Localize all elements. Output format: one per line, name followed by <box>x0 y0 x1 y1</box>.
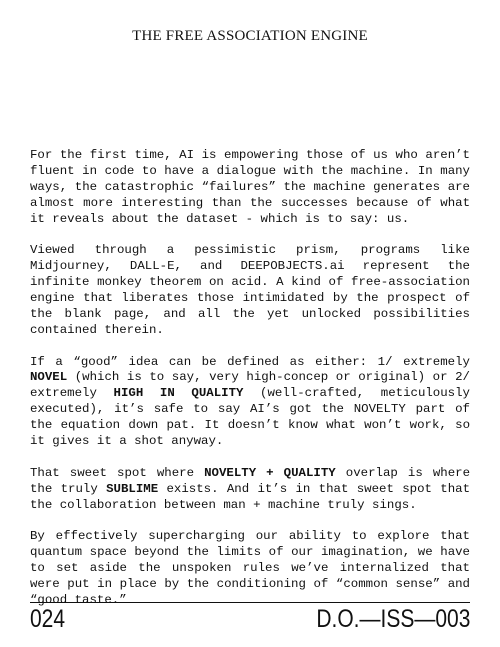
paragraph-4-text-3: exists. And it’s in that sweet spot that the collaboration between man + machine truly sings. <box>30 481 471 512</box>
paragraph-2: Viewed through a pessimistic prism, programs like Midjourney, DALL-E, and DEEPOBJECTS.ai represent the infinite monkey theorem on acid. A kind of free-association engine that liberates those intimidated by the prospect of the blank page, and all the yet unlocked possibilities contained therein. <box>30 243 470 337</box>
paragraph-3-text-3: (well-crafted, meticulously executed), it’s safe to say AI’s got the NOVELTY part of the equation down pat. It doesn’t know what won’t work, so it gives it a shot anyway. <box>30 386 470 449</box>
emphasis-novelty-quality: NOVELTY + QUALITY <box>204 465 336 480</box>
paragraph-4 <box>30 466 470 514</box>
paragraph-3 <box>30 355 470 450</box>
page-title: THE FREE ASSOCIATION ENGINE <box>132 28 368 44</box>
paragraph-5: By effectively supercharging our ability to explore that quantum space beyond the limits of our imagination, we have to set aside the unspoken rules we’ve internalized that were put in place by the conditioning of “common sense” and “good taste.” <box>30 529 470 607</box>
paragraph-4-text-2: overlap is where the truly <box>30 465 471 496</box>
paragraph-3-text-1: If a “good” idea can be defined as either: 1/ extremely <box>30 354 470 369</box>
page-number: 024 <box>30 605 66 633</box>
emphasis-high-in-quality: HIGH IN QUALITY <box>113 386 244 401</box>
paragraph-1: For the first time, AI is empowering those of us who aren’t fluent in code to have a dialogue with the machine. In many ways, the catastrophic “failures” the machine generates are almost more interesting than the successes because of what it reveals about the dataset - which is to say: us. <box>30 148 470 226</box>
emphasis-sublime: SUBLIME <box>106 481 159 496</box>
paragraph-3-text-2: (which is to say, very high-concep or original) or 2/ extremely <box>30 370 470 401</box>
body-text <box>30 148 470 625</box>
footer-divider <box>30 602 470 603</box>
issue-code: D.O.—ISS—003 <box>315 605 470 633</box>
emphasis-novel: NOVEL <box>30 370 68 385</box>
paragraph-4-text-1: That sweet spot where <box>30 465 205 480</box>
